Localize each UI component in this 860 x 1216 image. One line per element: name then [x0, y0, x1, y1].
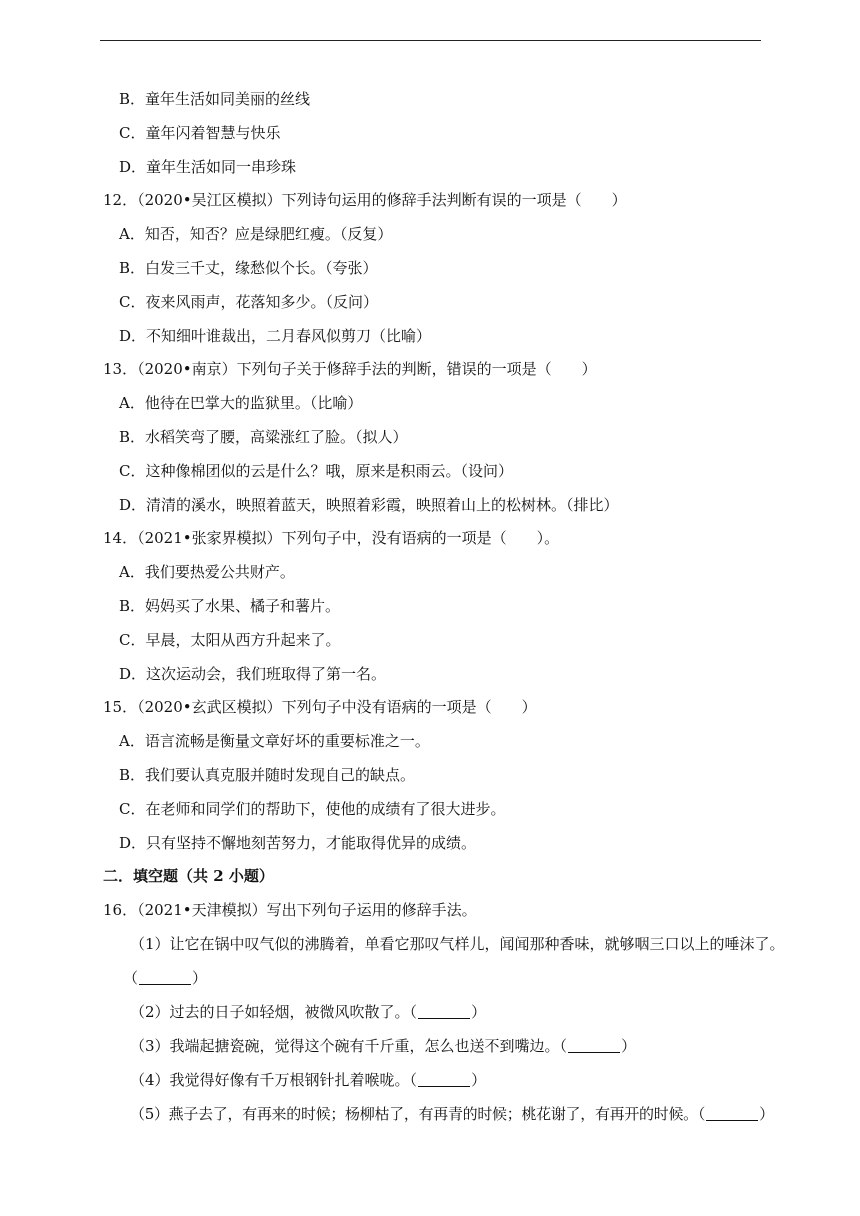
q13-option-d: D．清清的溪水，映照着蓝天，映照着彩霞，映照着山上的松树林。（排比）: [119, 496, 619, 514]
q14-option-c: C．早晨，太阳从西方升起来了。: [119, 631, 341, 649]
option-b: B．童年生活如同美丽的丝线: [119, 90, 311, 108]
answer-blank[interactable]: [568, 1038, 620, 1053]
question-16-stem: 16．（2021•天津模拟）写出下列句子运用的修辞手法。: [103, 901, 477, 919]
section-heading: 二．填空题（共 2 小题）: [103, 867, 274, 885]
q12-option-d: D．不知细叶谁裁出，二月春风似剪刀（比喻）: [119, 327, 432, 345]
q14-option-b: B．妈妈买了水果、橘子和薯片。: [119, 597, 341, 615]
q13-option-a: A．他待在巴掌大的监狱里。（比喻）: [119, 394, 363, 412]
question-13-stem: 13．（2020•南京）下列句子关于修辞手法的判断，错误的一项是（ ）: [103, 360, 597, 378]
q12-option-a: A．知否，知否？应是绿肥红瘦。（反复）: [119, 225, 393, 243]
answer-blank[interactable]: [418, 1004, 470, 1019]
answer-blank[interactable]: [706, 1106, 758, 1121]
q13-option-b: B．水稻笑弯了腰，高粱涨红了脸。（拟人）: [119, 428, 408, 446]
q15-option-c: C．在老师和同学们的帮助下，使他的成绩有了很大进步。: [119, 800, 506, 818]
q12-option-c: C．夜来风雨声，花落知多少。（反问）: [119, 293, 378, 311]
answer-blank[interactable]: [139, 970, 191, 985]
q13-option-c: C．这种像棉团似的云是什么？哦，原来是积雨云。（设问）: [119, 462, 513, 480]
answer-blank[interactable]: [418, 1072, 470, 1087]
q16-item-4: （4）我觉得好像有千万根钢针扎着喉咙。（ ）: [130, 1071, 487, 1089]
q15-option-b: B．我们要认真克服并随时发现自己的缺点。: [119, 766, 416, 784]
q15-option-d: D．只有坚持不懈地刻苦努力，才能取得优异的成绩。: [119, 834, 477, 852]
question-15-stem: 15．（2020•玄武区模拟）下列句子中没有语病的一项是（ ）: [103, 698, 537, 716]
q16-item-3: （3）我端起搪瓷碗，觉得这个碗有千斤重，怎么也送不到嘴边。（ ）: [130, 1037, 637, 1055]
q16-item-5: （5）燕子去了，有再来的时候；杨柳枯了，有再青的时候；桃花谢了，有再开的时候。（ ）: [130, 1105, 774, 1123]
q12-option-b: B．白发三千丈，缘愁似个长。（夸张）: [119, 259, 378, 277]
q14-option-a: A．我们要热爱公共财产。: [119, 563, 295, 581]
q16-item-1-answer: （ ）: [123, 969, 208, 987]
option-c: C．童年闪着智慧与快乐: [119, 124, 281, 142]
question-12-stem: 12．（2020•吴江区模拟）下列诗句运用的修辞手法判断有误的一项是（ ）: [103, 191, 627, 209]
q16-item-2: （2）过去的日子如轻烟，被微风吹散了。（ ）: [130, 1003, 487, 1021]
option-d: D．童年生活如同一串珍珠: [119, 158, 297, 176]
q15-option-a: A．语言流畅是衡量文章好坏的重要标准之一。: [119, 732, 430, 750]
q14-option-d: D．这次运动会，我们班取得了第一名。: [119, 665, 387, 683]
q16-item-1: （1）让它在锅中叹气似的沸腾着，单看它那叹气样儿，闻闻那种香味，就够咽三口以上的唾沫了。: [130, 935, 785, 953]
header-rule: [100, 40, 761, 41]
question-14-stem: 14．（2021•张家界模拟）下列句子中，没有语病的一项是（ ）。: [103, 529, 560, 547]
